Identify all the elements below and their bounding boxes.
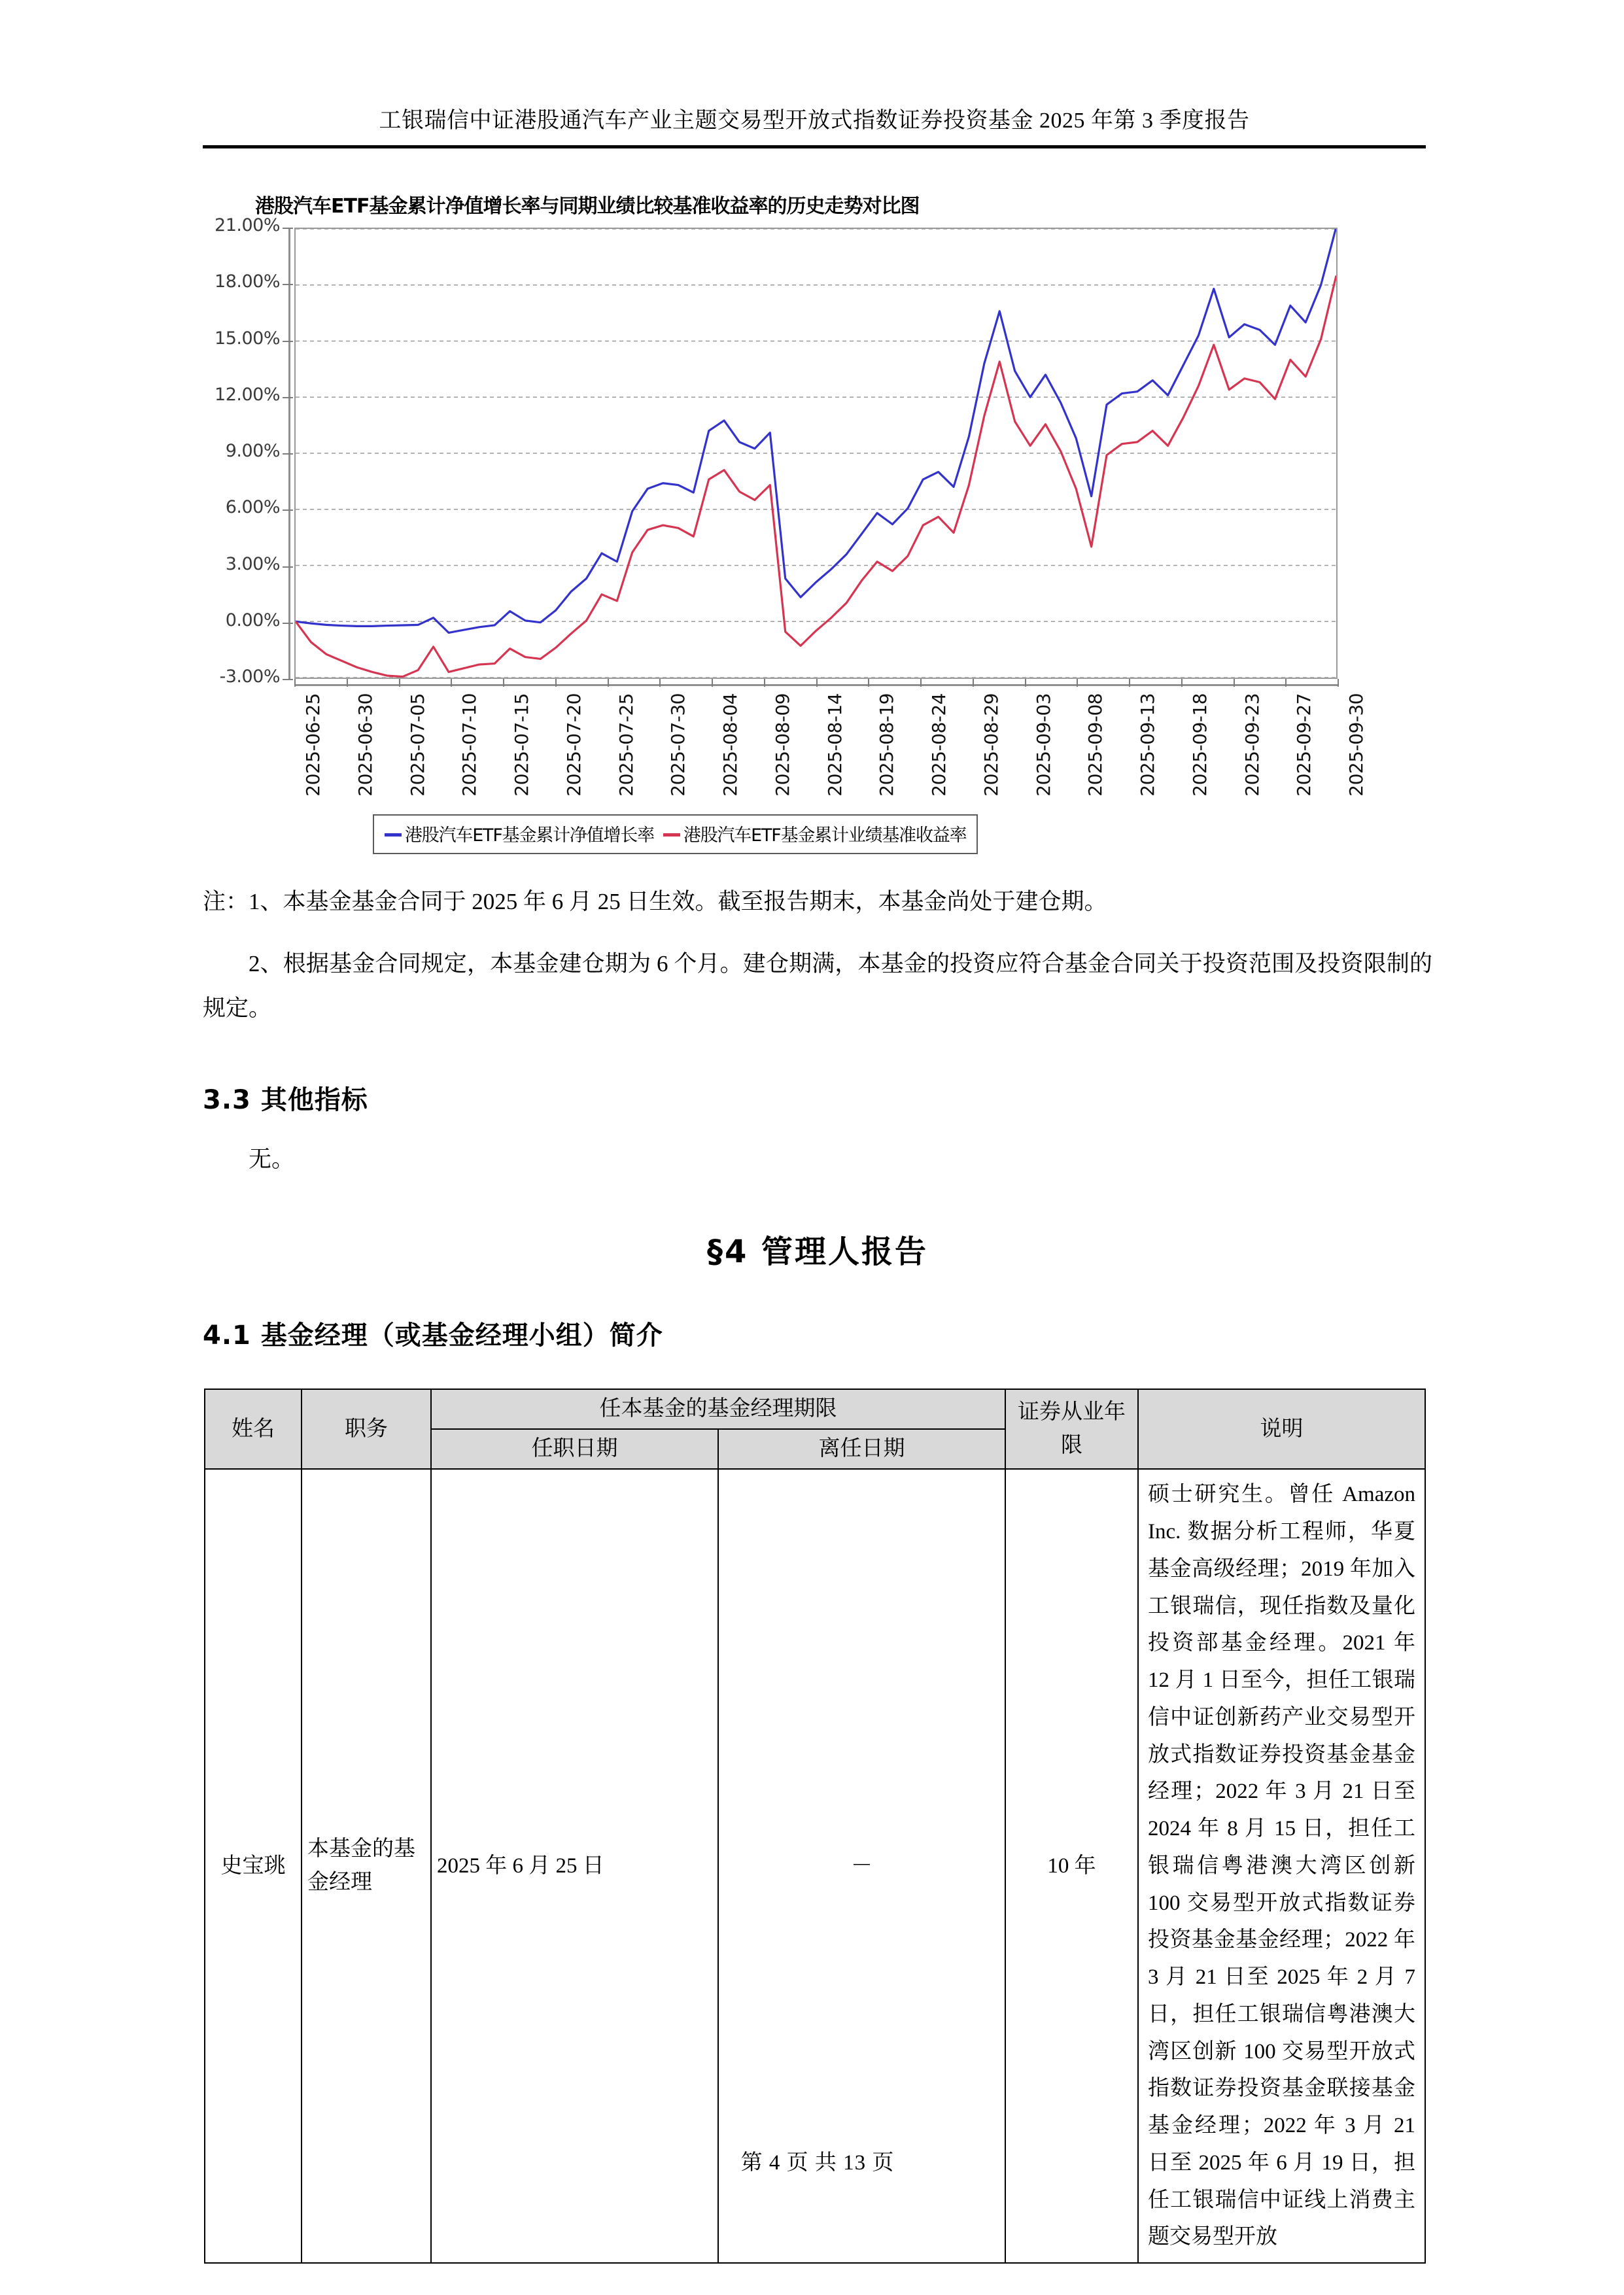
chart-y-tick-label: -3.00%	[219, 666, 280, 687]
chart-x-tick-mark	[712, 679, 713, 687]
chart-x-tick-mark	[347, 679, 348, 687]
chart-x-tick-label: 2025-09-08	[1084, 693, 1107, 797]
chart-y-tick-mark	[283, 566, 293, 568]
chart-x-tick-mark	[973, 679, 974, 687]
table-header-row-1	[205, 1389, 1425, 1429]
cell-start-date: 2025 年 6 月 25 日	[431, 1469, 718, 2263]
chart-x-tick-mark	[764, 679, 765, 687]
chart-y-tick-label: 18.00%	[215, 271, 280, 292]
chart-note-1: 注：1、本基金基金合同于 2025 年 6 月 25 日生效。截至报告期末，本基金尚处于建仓期。	[203, 889, 1107, 914]
chart-x-tick-mark	[1181, 679, 1183, 687]
chart-x-tick-label: 2025-09-23	[1241, 693, 1263, 797]
chart-x-tick-label: 2025-08-04	[719, 693, 741, 797]
chart-x-tick-label: 2025-07-05	[406, 693, 428, 797]
th-tenure-group: 任本基金的基金经理期限	[431, 1389, 1005, 1429]
table-body	[205, 1469, 1425, 2263]
running-header: 工银瑞信中证港股通汽车产业主题交易型开放式指数证券投资基金 2025 年第 3 季度报告	[379, 109, 1250, 133]
chart-y-tick-label: 3.00%	[225, 553, 280, 574]
chart-plot-area	[296, 229, 1336, 678]
chart-note-2: 2、根据基金合同规定，本基金建仓期为 6 个月。建仓期满，本基金的投资应符合基金合同关于投资范围及投资限制的规定。	[203, 951, 1432, 1022]
chapter-heading-4: §4 管理人报告	[706, 1234, 929, 1270]
chart-x-tick-label: 2025-07-20	[562, 693, 585, 797]
cell-description: 硕士研究生。曾任 Amazon Inc. 数据分析工程师，华夏基金高级经理；2019 年加入工银瑞信，现任指数及量化投资部基金经理。2021 年 12 月 1 日至今，担任工银瑞信中证创新药产业交易型开放式指数证券投资基金基金经理；2022 年 3 月 21 日至 2024 年 8 月 15 日，担任工银瑞信粤港澳大湾区创新 100 交易型开放式指数证券投资基金基金经理；2022 年 3 月 21 日至 2025 年 2 月 7 日，担任工银瑞信粤港澳大湾区创新 100 交易型开放式指数证券投资基金联接基金基金经理；2022 年 3 月 21 日至 2025 年 6 月 19 日，担任工银瑞信中证线上消费主题交易型开放	[1138, 1469, 1425, 2263]
chart-x-tick-label: 2025-08-09	[771, 693, 793, 797]
chart-y-tick-mark	[283, 453, 293, 455]
chart-y-tick-label: 21.00%	[215, 215, 280, 235]
fund-manager-table	[204, 1389, 1426, 2264]
section-heading-4-1: 4.1 基金经理（或基金经理小组）简介	[203, 1320, 663, 1351]
header-divider	[203, 145, 1426, 148]
chart-x-tick-label: 2025-07-30	[667, 693, 689, 797]
th-years: 证券从业年限	[1005, 1389, 1138, 1469]
chart-x-tick-mark	[399, 679, 400, 687]
legend-color-swatch-benchmark	[663, 833, 680, 837]
chart-x-tick-mark	[659, 679, 661, 687]
page-footer: 第 4 页 共 13 页	[740, 2151, 895, 2175]
chart-y-tick-mark	[283, 284, 293, 285]
th-start-date: 任职日期	[431, 1429, 718, 1469]
chart-x-tick-mark	[1285, 679, 1287, 687]
cell-manager-duty: 本基金的基金经理	[302, 1469, 431, 2263]
chart-x-tick-label: 2025-08-19	[876, 693, 898, 797]
th-description: 说明	[1138, 1389, 1425, 1469]
cell-manager-name: 史宝珧	[205, 1469, 302, 2263]
cell-end-date: －	[718, 1469, 1005, 2263]
chart-legend	[373, 814, 978, 854]
chart-x-tick-label: 2025-06-25	[302, 693, 324, 797]
chart-x-tick-label: 2025-09-27	[1293, 693, 1315, 797]
chart-x-tick-label: 2025-08-29	[980, 693, 1002, 797]
legend-color-swatch-fund	[385, 833, 402, 837]
chart-y-tick-mark	[283, 341, 293, 342]
chart-x-tick-mark	[1077, 679, 1078, 687]
chart-x-tick-mark	[1129, 679, 1130, 687]
chart-y-tick-mark	[283, 228, 293, 229]
legend-label-fund: 港股汽车ETF基金累计净值增长率	[405, 825, 654, 846]
th-end-date: 离任日期	[718, 1429, 1005, 1469]
section-3-3-body: 无。	[249, 1147, 295, 1172]
chart-x-tick-mark	[868, 679, 869, 687]
cell-years: 10 年	[1005, 1469, 1138, 2263]
chart-x-tick-mark	[1338, 679, 1339, 687]
chart-x-tick-mark	[503, 679, 504, 687]
legend-item-fund	[385, 821, 654, 846]
th-name: 姓名	[205, 1389, 302, 1469]
chart-x-tick-label: 2025-09-03	[1032, 693, 1054, 797]
chart-x-tick-mark	[1025, 679, 1026, 687]
chart-plot-frame	[294, 228, 1338, 679]
chart-x-tick-mark	[608, 679, 609, 687]
chart-y-tick-mark	[283, 679, 293, 680]
table-header	[205, 1389, 1425, 1469]
chart-x-tick-mark	[451, 679, 452, 687]
chart-y-tick-label: 15.00%	[215, 328, 280, 349]
chart-x-tick-mark	[816, 679, 818, 687]
chart-line-benchmark	[296, 275, 1336, 676]
chart-line-fund	[296, 229, 1336, 632]
legend-item-benchmark	[663, 821, 966, 846]
chart-x-tick-label: 2025-09-13	[1137, 693, 1158, 797]
chart-x-tick-label: 2025-09-30	[1345, 693, 1367, 797]
chart-x-tick-label: 2025-07-15	[511, 693, 532, 797]
chart-x-tick-label: 2025-06-30	[354, 693, 376, 797]
chart-y-tick-label: 9.00%	[225, 441, 280, 461]
chart-y-tick-label: 0.00%	[225, 610, 280, 630]
chart-y-tick-label: 12.00%	[215, 384, 280, 405]
chart-y-tick-label: 6.00%	[225, 497, 280, 518]
chart-x-tick-mark	[555, 679, 557, 687]
section-heading-3-3: 3.3 其他指标	[203, 1085, 368, 1115]
table-row	[205, 1469, 1425, 2263]
chart-title: 港股汽车ETF基金累计净值增长率与同期业绩比较基准收益率的历史走势对比图	[255, 195, 920, 218]
chart-y-tick-mark	[283, 397, 293, 398]
performance-chart	[203, 190, 1426, 857]
chart-y-tick-mark	[283, 509, 293, 511]
chart-x-tick-label: 2025-08-24	[928, 693, 950, 797]
chart-y-tick-mark	[283, 623, 293, 624]
chart-x-tick-label: 2025-09-18	[1188, 693, 1211, 797]
chart-x-tick-mark	[294, 679, 296, 687]
th-duty: 职务	[302, 1389, 431, 1469]
chart-x-tick-mark	[920, 679, 922, 687]
chart-x-tick-label: 2025-07-25	[615, 693, 637, 797]
legend-label-benchmark: 港股汽车ETF基金累计业绩基准收益率	[683, 825, 967, 846]
chart-x-tick-mark	[1234, 679, 1235, 687]
chart-x-tick-label: 2025-07-10	[458, 693, 481, 797]
chart-x-tick-label: 2025-08-14	[823, 693, 846, 797]
